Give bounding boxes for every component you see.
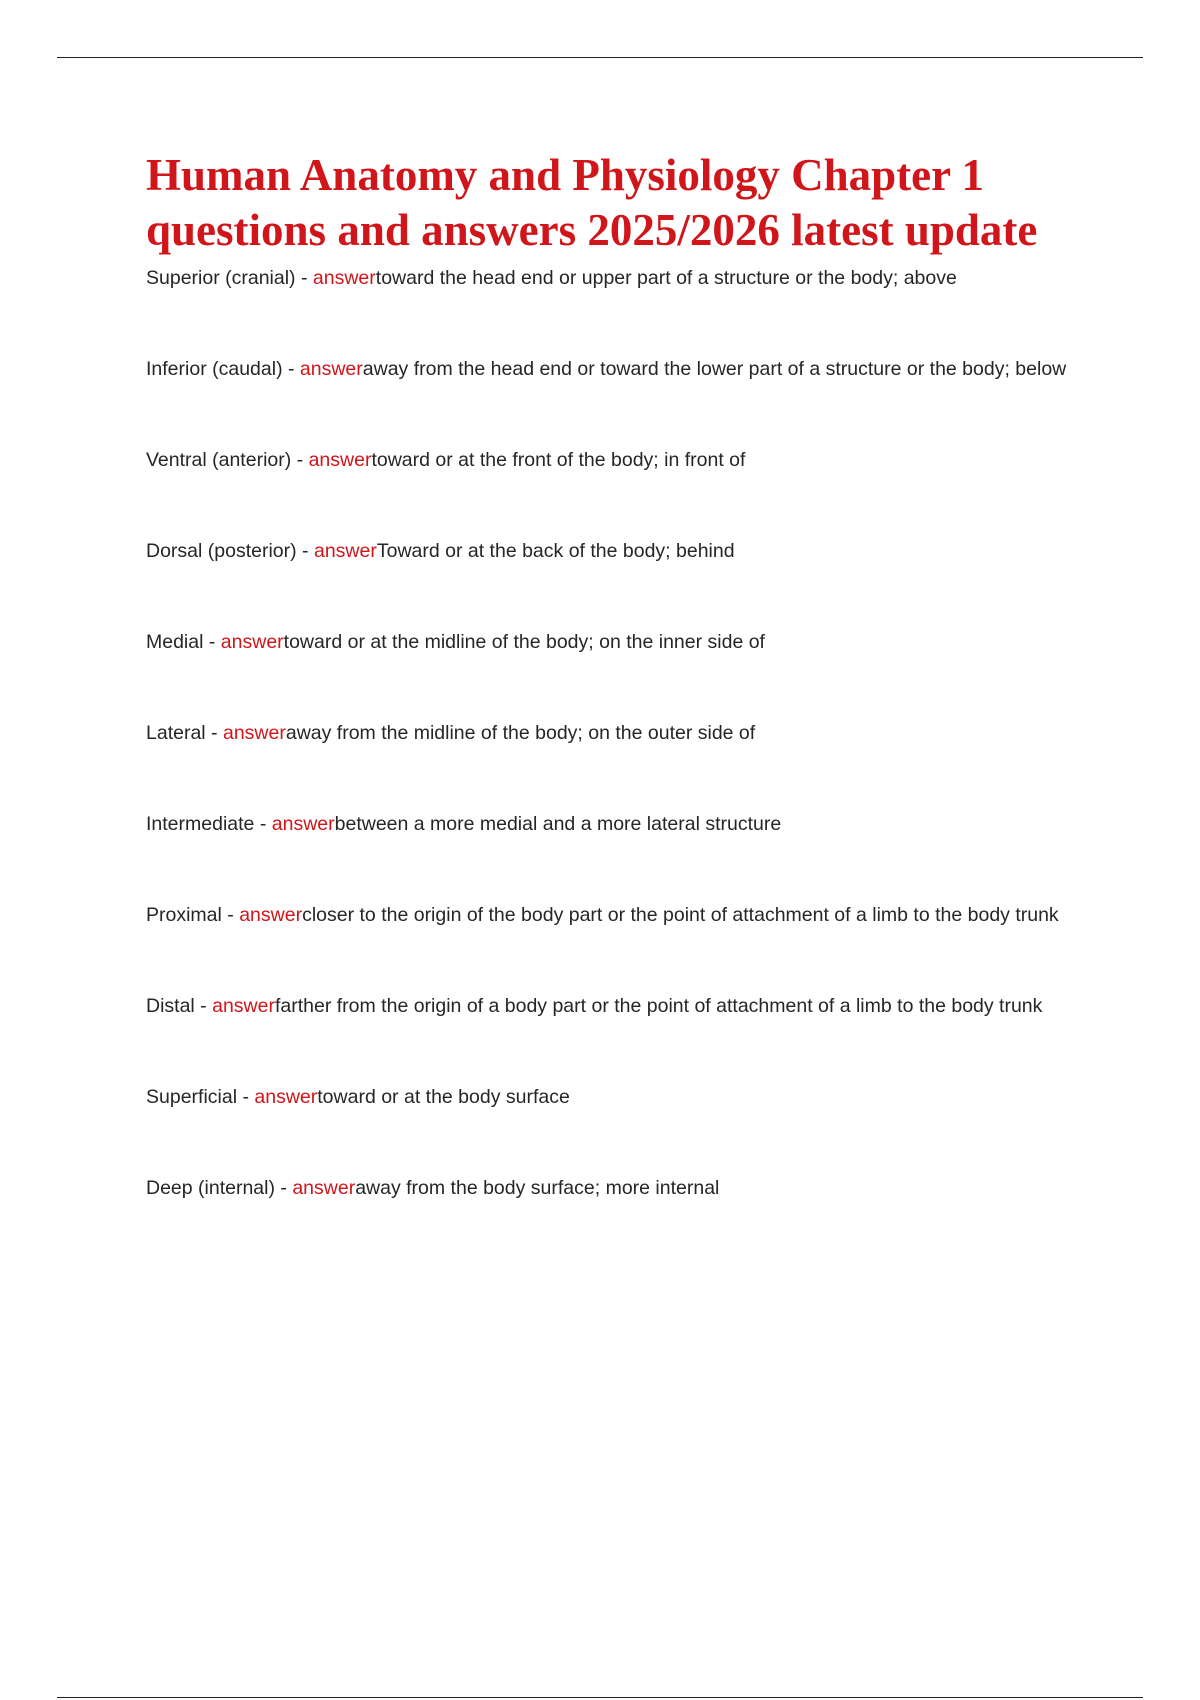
entry-separator: - — [237, 1086, 255, 1108]
entry-definition: toward or at the front of the body; in front of — [371, 449, 746, 471]
entry-definition: away from the midline of the body; on the outer side of — [285, 722, 756, 744]
entry-separator: - — [282, 358, 300, 380]
entry-separator: - — [205, 722, 223, 744]
entry-separator: - — [203, 631, 221, 653]
entry-term: Inferior (caudal) — [146, 358, 283, 380]
answer-label: answer — [239, 904, 303, 926]
entry-separator: - — [296, 540, 314, 562]
qa-list — [146, 264, 1076, 1202]
entry-term: Ventral (anterior) — [146, 449, 292, 471]
qa-item — [146, 355, 1076, 383]
answer-label: answer — [313, 540, 377, 562]
entry-definition: away from the body surface; more internal — [355, 1177, 720, 1199]
qa-item — [146, 901, 1076, 929]
answer-label: answer — [292, 1177, 356, 1199]
answer-label: answer — [220, 631, 284, 653]
entry-definition: between a more medial and a more lateral structure — [334, 813, 782, 835]
entry-separator: - — [274, 1177, 293, 1199]
entry-separator: - — [295, 267, 313, 289]
entry-term: Medial — [146, 631, 204, 653]
qa-item — [146, 719, 1076, 747]
answer-label: answer — [212, 995, 275, 1017]
entry-definition: toward or at the body surface — [317, 1086, 570, 1108]
top-rule — [57, 57, 1143, 58]
answer-label: answer — [308, 449, 372, 471]
entry-definition: toward the head end or upper part of a structure or the body; above — [375, 267, 957, 289]
answer-label: answer — [254, 1086, 318, 1108]
entry-definition: closer to the origin of the body part or the point of attachment of a limb to the body trunk — [302, 904, 1059, 926]
qa-item — [146, 1174, 1076, 1202]
qa-item — [146, 537, 1076, 565]
qa-item — [146, 1083, 1076, 1111]
qa-item — [146, 628, 1076, 656]
qa-item — [146, 992, 1076, 1020]
qa-item — [146, 810, 1076, 838]
qa-item — [146, 446, 1076, 474]
answer-label: answer — [299, 358, 363, 380]
answer-label: answer — [312, 267, 376, 289]
bottom-rule — [57, 1697, 1143, 1698]
entry-term: Dorsal (posterior) — [146, 540, 297, 562]
entry-separator: - — [291, 449, 309, 471]
answer-label: answer — [271, 813, 335, 835]
page-content — [146, 148, 1076, 1202]
entry-term: Lateral — [146, 722, 206, 744]
entry-definition: toward or at the midline of the body; on the inner side of — [283, 631, 765, 653]
entry-term: Superficial — [146, 1086, 238, 1108]
entry-term: Superior (cranial) — [146, 267, 296, 289]
entry-term: Deep (internal) — [146, 1177, 275, 1199]
entry-separator: - — [194, 995, 213, 1017]
entry-definition: away from the head end or toward the lower part of a structure or the body; below — [362, 358, 1067, 380]
entry-term: Proximal — [146, 904, 222, 926]
answer-label: answer — [222, 722, 286, 744]
entry-separator: - — [254, 813, 272, 835]
entry-term: Intermediate — [146, 813, 255, 835]
qa-item — [146, 264, 1076, 292]
entry-term: Distal — [146, 995, 195, 1017]
entry-separator: - — [221, 904, 240, 926]
entry-definition: Toward or at the back of the body; behind — [376, 540, 735, 562]
document-title: Human Anatomy and Physiology Chapter 1 questions and answers 2025/2026 latest update — [146, 150, 1038, 255]
entry-definition: farther from the origin of a body part or the point of attachment of a limb to the body trunk — [274, 995, 1043, 1017]
